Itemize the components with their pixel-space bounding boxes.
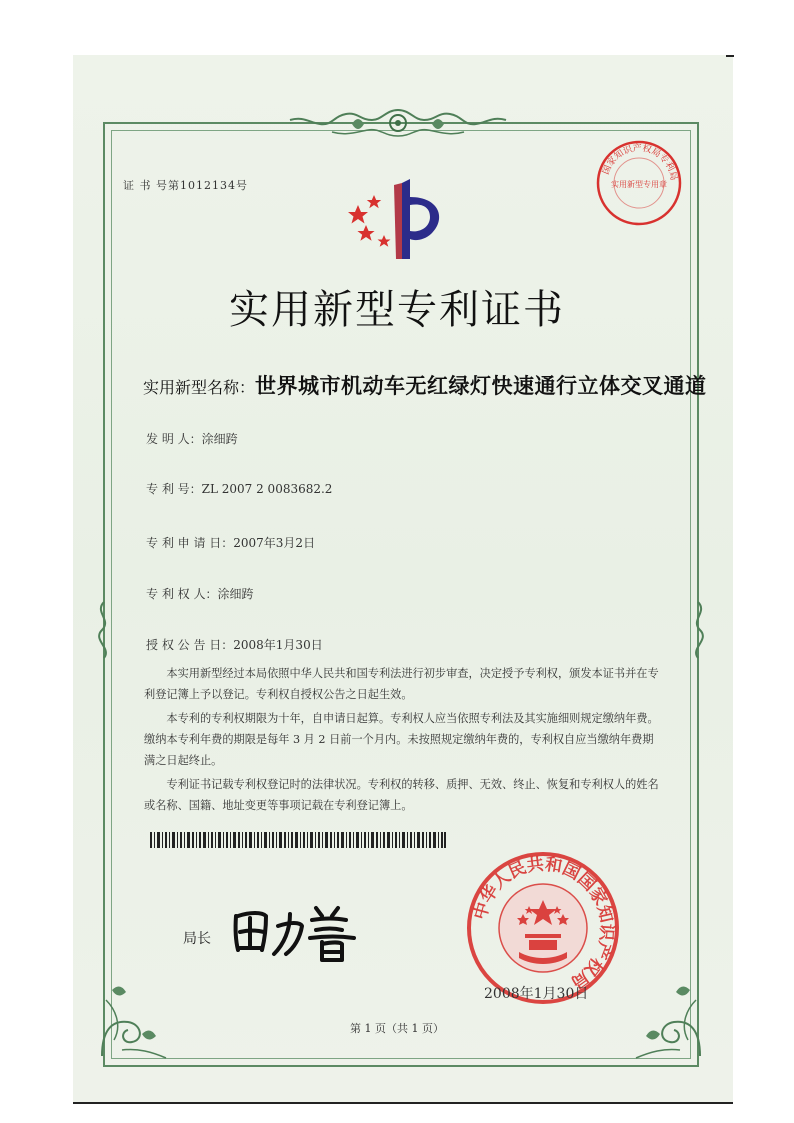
body-paragraph-1: 本实用新型经过本局依照中华人民共和国专利法进行初步审查，决定授予专利权，颁发本证书并在专利登记簿上予以登记。专利权自授权公告之日起生效。 [144, 667, 659, 701]
small-seal-ring-text: 国家知识产权局专利局 [601, 143, 679, 182]
certificate-body [144, 663, 664, 819]
filing-date-field: 专 利 申 请 日：2007年3月2日 [146, 536, 316, 550]
svg-text:国家知识产权局专利局 [600, 142, 679, 182]
certificate-title: 实用新型专利证书 [229, 287, 565, 333]
director-title: 局长 [183, 931, 211, 947]
patent-office-seal-small [595, 139, 683, 227]
page-number: 第 1 页（共 1 页） [350, 1022, 444, 1035]
scan-edge-tick [726, 55, 734, 57]
bottom-right-ornament-icon [630, 960, 710, 1060]
signature-date: 2008年1月30日 [484, 986, 589, 1002]
big-seal-ring-text: 中华人民共和国国家知识产权局 [470, 854, 617, 993]
invention-name-value: 世界城市机动车无红绿灯快速通行立体交叉通道 [255, 374, 707, 398]
invention-name-label: 实用新型名称： [143, 378, 256, 397]
body-paragraph-2: 本专利的专利权期限为十年，自申请日起算。专利权人应当依照专利法及其实施细则规定缴纳年费。缴纳本专利年费的期限是每年 3 月 2 日前一个月内。未按照规定缴纳年费的，专利权自应当缴纳年费期满之日起终止。 [144, 712, 659, 767]
small-seal-center-text: 实用新型专用章 [611, 180, 667, 189]
patentee-field: 专 利 权 人：涂细跨 [146, 587, 254, 601]
patent-logo-icon [348, 175, 458, 265]
right-ornament-icon [686, 600, 712, 660]
body-paragraph-3: 专利证书记载专利权登记时的法律状况。专利权的转移、质押、无效、终止、恢复和专利权人的姓名或名称、国籍、地址变更等事项记载在专利登记簿上。 [144, 778, 659, 812]
invention-name-row [143, 370, 707, 400]
scan-edge-line [73, 1102, 733, 1104]
director-signature [230, 902, 360, 964]
left-ornament-icon [90, 600, 116, 660]
bottom-left-ornament-icon [92, 960, 172, 1060]
inventor-field: 发 明 人：涂细跨 [146, 432, 238, 446]
certificate-number: 证 书 号第1012134号 [123, 179, 248, 192]
top-ornament-icon [282, 106, 514, 142]
barcode-icon [150, 832, 446, 848]
patent-number-field: 专 利 号：ZL 2007 2 0083682.2 [146, 482, 333, 496]
grant-date-field: 授 权 公 告 日：2008年1月30日 [146, 638, 323, 652]
